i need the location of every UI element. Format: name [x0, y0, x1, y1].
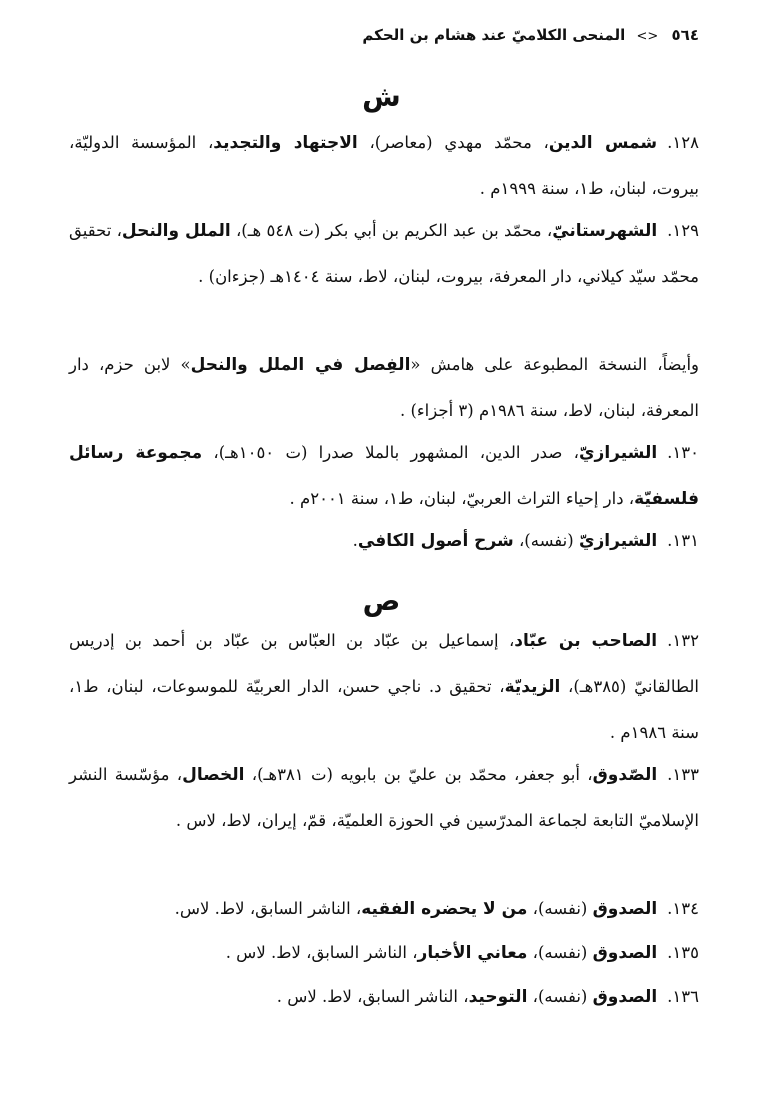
entry-number: ١٣١.: [667, 531, 699, 550]
entry-publication: ، المؤسسة الدوليّة، بيروت، لبنان، ط١، سنة ١٩٩٩م .: [69, 133, 699, 198]
entry-publication: ، الناشر السابق، لاط. لاس.: [174, 899, 362, 918]
entry-details: وأيضاً، النسخة المطبوعة على هامش «: [410, 355, 699, 374]
entry-work-title: الزيديّة: [504, 677, 561, 697]
entry-work-title: الاجتهاد والتجديد: [213, 133, 358, 153]
bibliography-entry: [69, 974, 699, 1020]
entry-author: الصدوق: [592, 943, 658, 963]
entry-work-title: الخصال: [182, 765, 245, 785]
entry-author: الشهرستانيّ: [552, 221, 658, 241]
bibliography-entry: [69, 120, 699, 211]
bibliography-entry: [69, 618, 699, 755]
bibliography-note: [69, 342, 699, 433]
entry-author: شمس الدين: [548, 133, 658, 153]
entry-publication: .: [352, 531, 358, 550]
entry-details: (نفسه)،: [527, 987, 593, 1006]
page-number: ٥٦٤: [671, 26, 699, 44]
ornament-icon: <>: [636, 29, 659, 44]
entry-work-title: من لا يحضره الفقيه: [361, 899, 528, 919]
entry-number: ١٣٢.: [667, 631, 699, 650]
running-header: [48, 26, 699, 44]
entry-number: ١٢٨.: [667, 133, 699, 152]
entry-author: الصّدوق: [592, 765, 658, 785]
entry-work-title: شرح أصول الكافي: [357, 531, 514, 551]
entry-details: ، صدر الدين، المشهور بالملا صدرا (ت ١٠٥٠هـ)،: [202, 443, 579, 462]
entry-number: ١٢٩.: [667, 221, 699, 240]
entry-number: ١٣٦.: [667, 987, 699, 1006]
entry-work-title: الملل والنحل: [121, 221, 231, 241]
entry-details: (نفسه)،: [527, 899, 593, 918]
entry-work-title: مجموعة رسائل فلسفيّة: [69, 443, 699, 509]
entry-details: (نفسه)،: [527, 943, 593, 962]
entry-number: ١٣٣.: [667, 765, 699, 784]
entry-publication: ، الناشر السابق، لاط. لاس .: [225, 943, 418, 962]
entry-author: الشيرازيّ: [578, 531, 658, 551]
entry-number: ١٣٥.: [667, 943, 699, 962]
entry-author: الصاحب بن عبّاد: [514, 631, 658, 651]
bibliography-entry: [69, 518, 699, 564]
entry-work-title: الفِصل في الملل والنحل: [190, 355, 411, 375]
entry-author: الصدوق: [592, 899, 658, 919]
entry-number: ١٣٠.: [667, 443, 700, 462]
entry-publication: ، مؤسّسة النشر الإسلاميّ التابعة لجماعة المدرّسين في الحوزة العلميّة، قمّ، إيران، لاط، لاس .: [69, 765, 699, 830]
entry-details: (نفسه)،: [513, 531, 579, 550]
entry-details: ، أبو جعفر، محمّد بن عليّ بن بابويه (ت ٣٨١هـ)،: [244, 765, 593, 784]
bibliography-entry: [69, 430, 699, 522]
section-letter-sad: ص: [362, 584, 401, 617]
entry-work-title: التوحيد: [468, 987, 528, 1007]
entry-author: الصدوق: [592, 987, 658, 1007]
entry-details: ، محمّد مهدي (معاصر)،: [357, 133, 549, 152]
bibliography-entry: [69, 930, 699, 976]
entry-number: ١٣٤.: [667, 899, 699, 918]
bibliography-entry: [69, 208, 699, 299]
entry-details: ، محمّد بن عبد الكريم بن أبي بكر (ت ٥٤٨ هـ)،: [230, 221, 553, 240]
bibliography-entry: [69, 752, 699, 843]
entry-details: ، إسماعيل بن عبّاد بن العبّاس بن عبّاد بن أحمد بن إدريس الطالقانيّ (٣٨٥هـ)،: [69, 631, 700, 696]
section-letter-shin: ش: [362, 80, 401, 113]
header-title: المنحى الكلاميّ عند هشام بن الحكم: [362, 26, 626, 44]
entry-publication: ، تحقيق د. ناجي حسن، الدار العربيّة للموسوعات، لبنان، ط١، سنة ١٩٨٦م .: [69, 677, 699, 742]
entry-publication: ، الناشر السابق، لاط. لاس .: [276, 987, 469, 1006]
entry-work-title: معاني الأخبار: [417, 943, 528, 963]
entry-publication: » لابن حزم، دار المعرفة، لبنان، لاط، سنة ١٩٨٦م (٣ أجزاء) .: [69, 355, 699, 420]
bibliography-entry: [69, 886, 699, 932]
entry-author: الشيرازيّ: [578, 443, 658, 463]
entry-publication: ، تحقيق محمّد سيّد كيلاني، دار المعرفة، بيروت، لبنان، لاط، سنة ١٤٠٤هـ (جزءان) .: [69, 221, 699, 286]
entry-publication: ، دار إحياء التراث العربيّ، لبنان، ط١، سنة ٢٠٠١م .: [289, 489, 635, 508]
